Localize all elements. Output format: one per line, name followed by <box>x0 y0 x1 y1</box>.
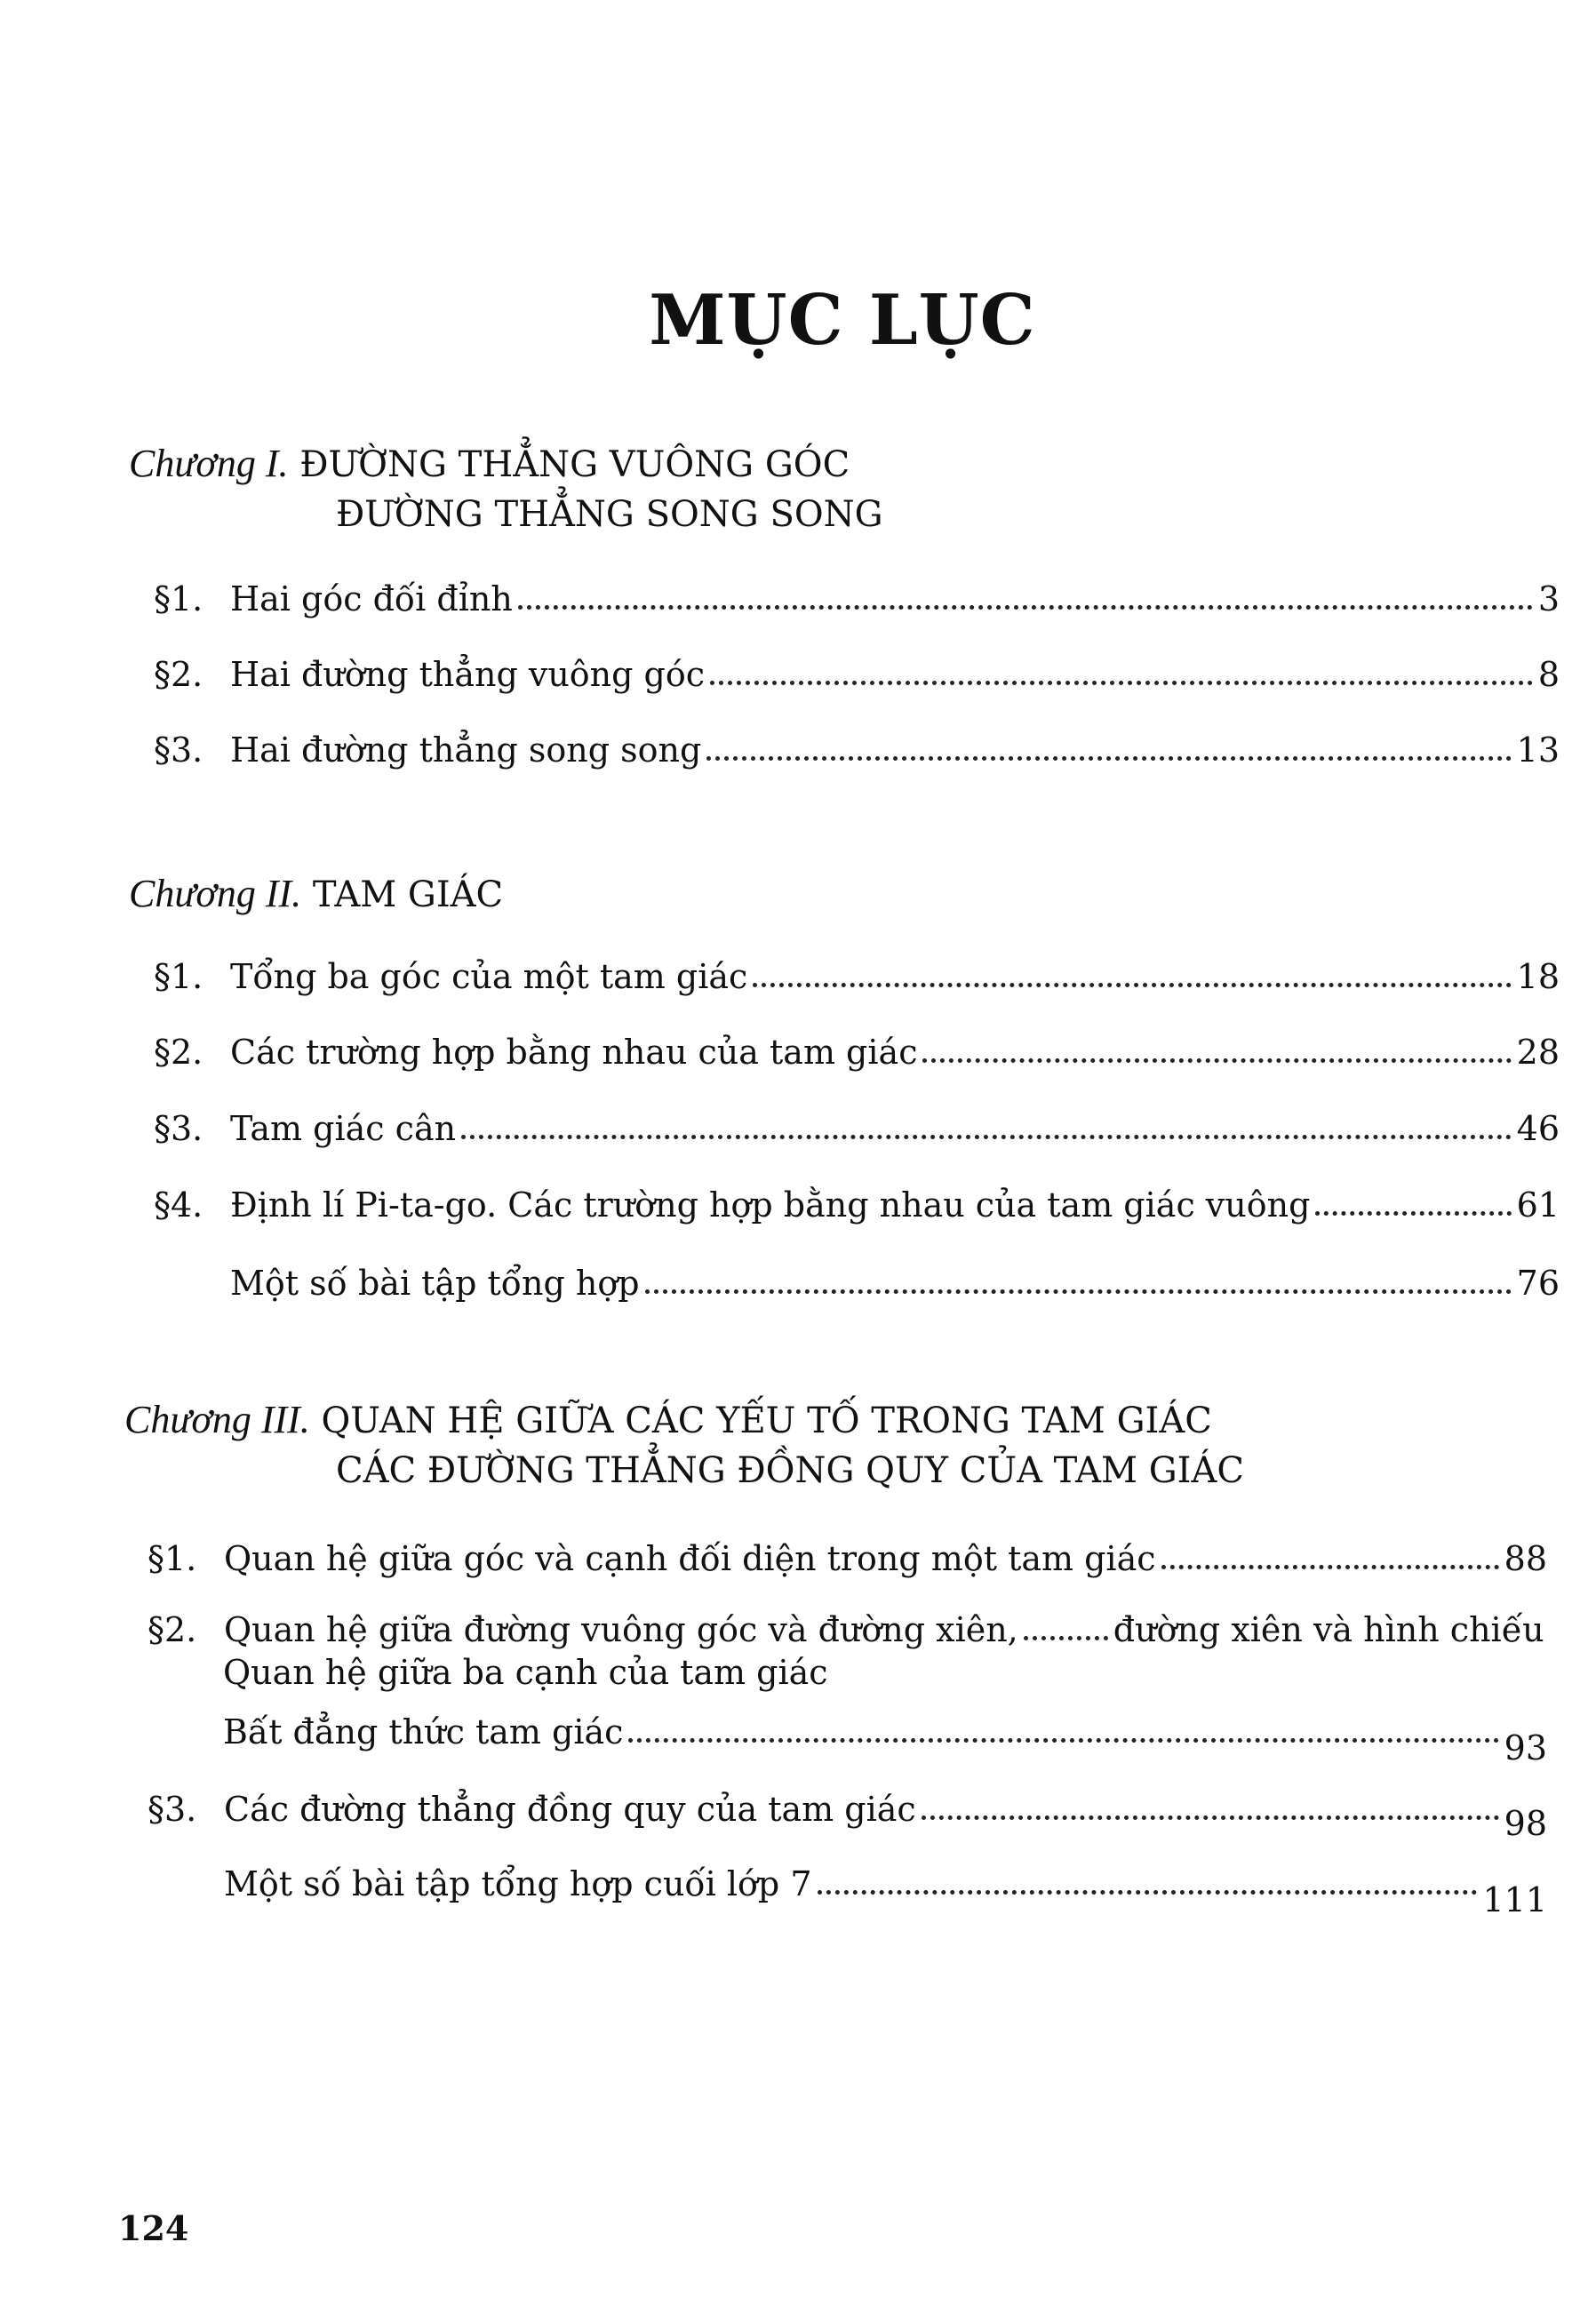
toc-entry[interactable] <box>148 1779 1547 1843</box>
entry-page: 8 <box>1537 655 1560 694</box>
entry-number: §4. <box>154 1185 203 1225</box>
chapter-2-heading <box>129 871 503 916</box>
entry-number: §2. <box>154 655 203 694</box>
entry-page: 3 <box>1537 579 1560 618</box>
entry-number: §1. <box>148 1539 197 1578</box>
toc-entry-last-line[interactable] <box>223 1702 1547 1767</box>
entry-number: §1. <box>154 579 203 618</box>
entry-title-line-2: Quan hệ giữa ba cạnh của tam giác <box>223 1653 828 1692</box>
chapter-title: ĐƯỜNG THẲNG VUÔNG GÓC <box>299 444 850 485</box>
entry-title: Các đường thẳng đồng quy của tam giác <box>224 1790 916 1829</box>
page-title: MỤC LỤC <box>649 280 1036 361</box>
dot-leader <box>518 605 1533 610</box>
dot-leader <box>1161 1565 1499 1569</box>
chapter-1-heading <box>129 441 850 486</box>
toc-entry[interactable] <box>154 1253 1560 1303</box>
entry-title: Định lí Pi-ta-go. Các trường hợp bằng nhau của tam giác vuông <box>230 1185 1311 1225</box>
entry-title-line-3: Bất đẳng thức tam giác <box>223 1712 624 1751</box>
chapter-3-heading <box>124 1397 1212 1442</box>
entry-page: 46 <box>1516 1109 1560 1148</box>
toc-entry[interactable] <box>154 1175 1560 1225</box>
entry-page: 76 <box>1516 1264 1560 1303</box>
chapter-label: Chương II. <box>129 872 302 915</box>
chapter-3-title-line-2: CÁC ĐƯỜNG THẲNG ĐỒNG QUY CỦA TAM GIÁC <box>336 1450 1244 1491</box>
entry-number: §2. <box>154 1033 203 1072</box>
toc-entry-multiline[interactable] <box>148 1600 1553 1649</box>
chapter-label: Chương III. <box>124 1398 310 1441</box>
entry-title: Hai góc đối đỉnh <box>230 579 513 618</box>
dot-leader <box>1315 1211 1511 1216</box>
entry-number: §1. <box>154 957 203 996</box>
dot-leader <box>818 1890 1478 1895</box>
entry-title: Quan hệ giữa đường vuông góc và đường xiên, <box>224 1610 1018 1649</box>
entry-page: 28 <box>1516 1033 1560 1072</box>
entry-title: Hai đường thẳng song song <box>230 730 702 770</box>
entry-title: Hai đường thẳng vuông góc <box>230 655 706 694</box>
entry-number: §2. <box>148 1610 197 1649</box>
dot-leader <box>1024 1636 1108 1640</box>
entry-number: §3. <box>154 730 203 770</box>
entry-page: 18 <box>1516 957 1560 996</box>
dot-leader <box>628 1738 1498 1743</box>
entry-title: Tổng ba góc của một tam giác <box>230 957 748 996</box>
entry-title-continued: đường xiên và hình chiếu <box>1113 1610 1544 1649</box>
entry-number: §3. <box>154 1109 203 1148</box>
dot-leader <box>461 1135 1512 1139</box>
chapter-title: TAM GIÁC <box>312 874 504 915</box>
entry-page: 93 <box>1504 1728 1547 1767</box>
dot-leader <box>645 1289 1512 1294</box>
chapter-title: QUAN HỆ GIỮA CÁC YẾU TỐ TRONG TAM GIÁC <box>321 1400 1212 1441</box>
toc-entry[interactable] <box>148 1528 1547 1578</box>
entry-title: Một số bài tập tổng hợp <box>230 1264 640 1303</box>
chapter-1-title-line-2: ĐƯỜNG THẲNG SONG SONG <box>336 494 883 535</box>
entry-page: 98 <box>1504 1804 1547 1843</box>
entry-title: Các trường hợp bằng nhau của tam giác <box>230 1033 918 1072</box>
toc-entry[interactable] <box>148 1854 1547 1919</box>
toc-entry[interactable] <box>154 644 1560 694</box>
toc-entry[interactable] <box>154 1022 1560 1072</box>
chapter-label: Chương I. <box>129 442 289 485</box>
dot-leader <box>753 983 1511 987</box>
entry-title: Quan hệ giữa góc và cạnh đối diện trong một tam giác <box>224 1539 1156 1578</box>
entry-number: §3. <box>148 1790 197 1829</box>
dot-leader <box>922 1058 1511 1063</box>
toc-entry[interactable] <box>154 1098 1560 1148</box>
toc-entry[interactable] <box>154 946 1560 996</box>
entry-page: 61 <box>1516 1185 1560 1225</box>
entry-title: Một số bài tập tổng hợp cuối lớp 7 <box>224 1864 812 1903</box>
dot-leader <box>922 1815 1499 1820</box>
toc-entry[interactable] <box>154 569 1560 618</box>
entry-page: 111 <box>1482 1880 1547 1919</box>
dot-leader <box>706 756 1511 761</box>
entry-page: 13 <box>1516 730 1560 770</box>
page-number: 124 <box>118 2208 189 2248</box>
toc-entry[interactable] <box>154 720 1560 770</box>
dot-leader <box>710 681 1533 685</box>
entry-title: Tam giác cân <box>230 1109 457 1148</box>
entry-page: 88 <box>1504 1539 1547 1578</box>
